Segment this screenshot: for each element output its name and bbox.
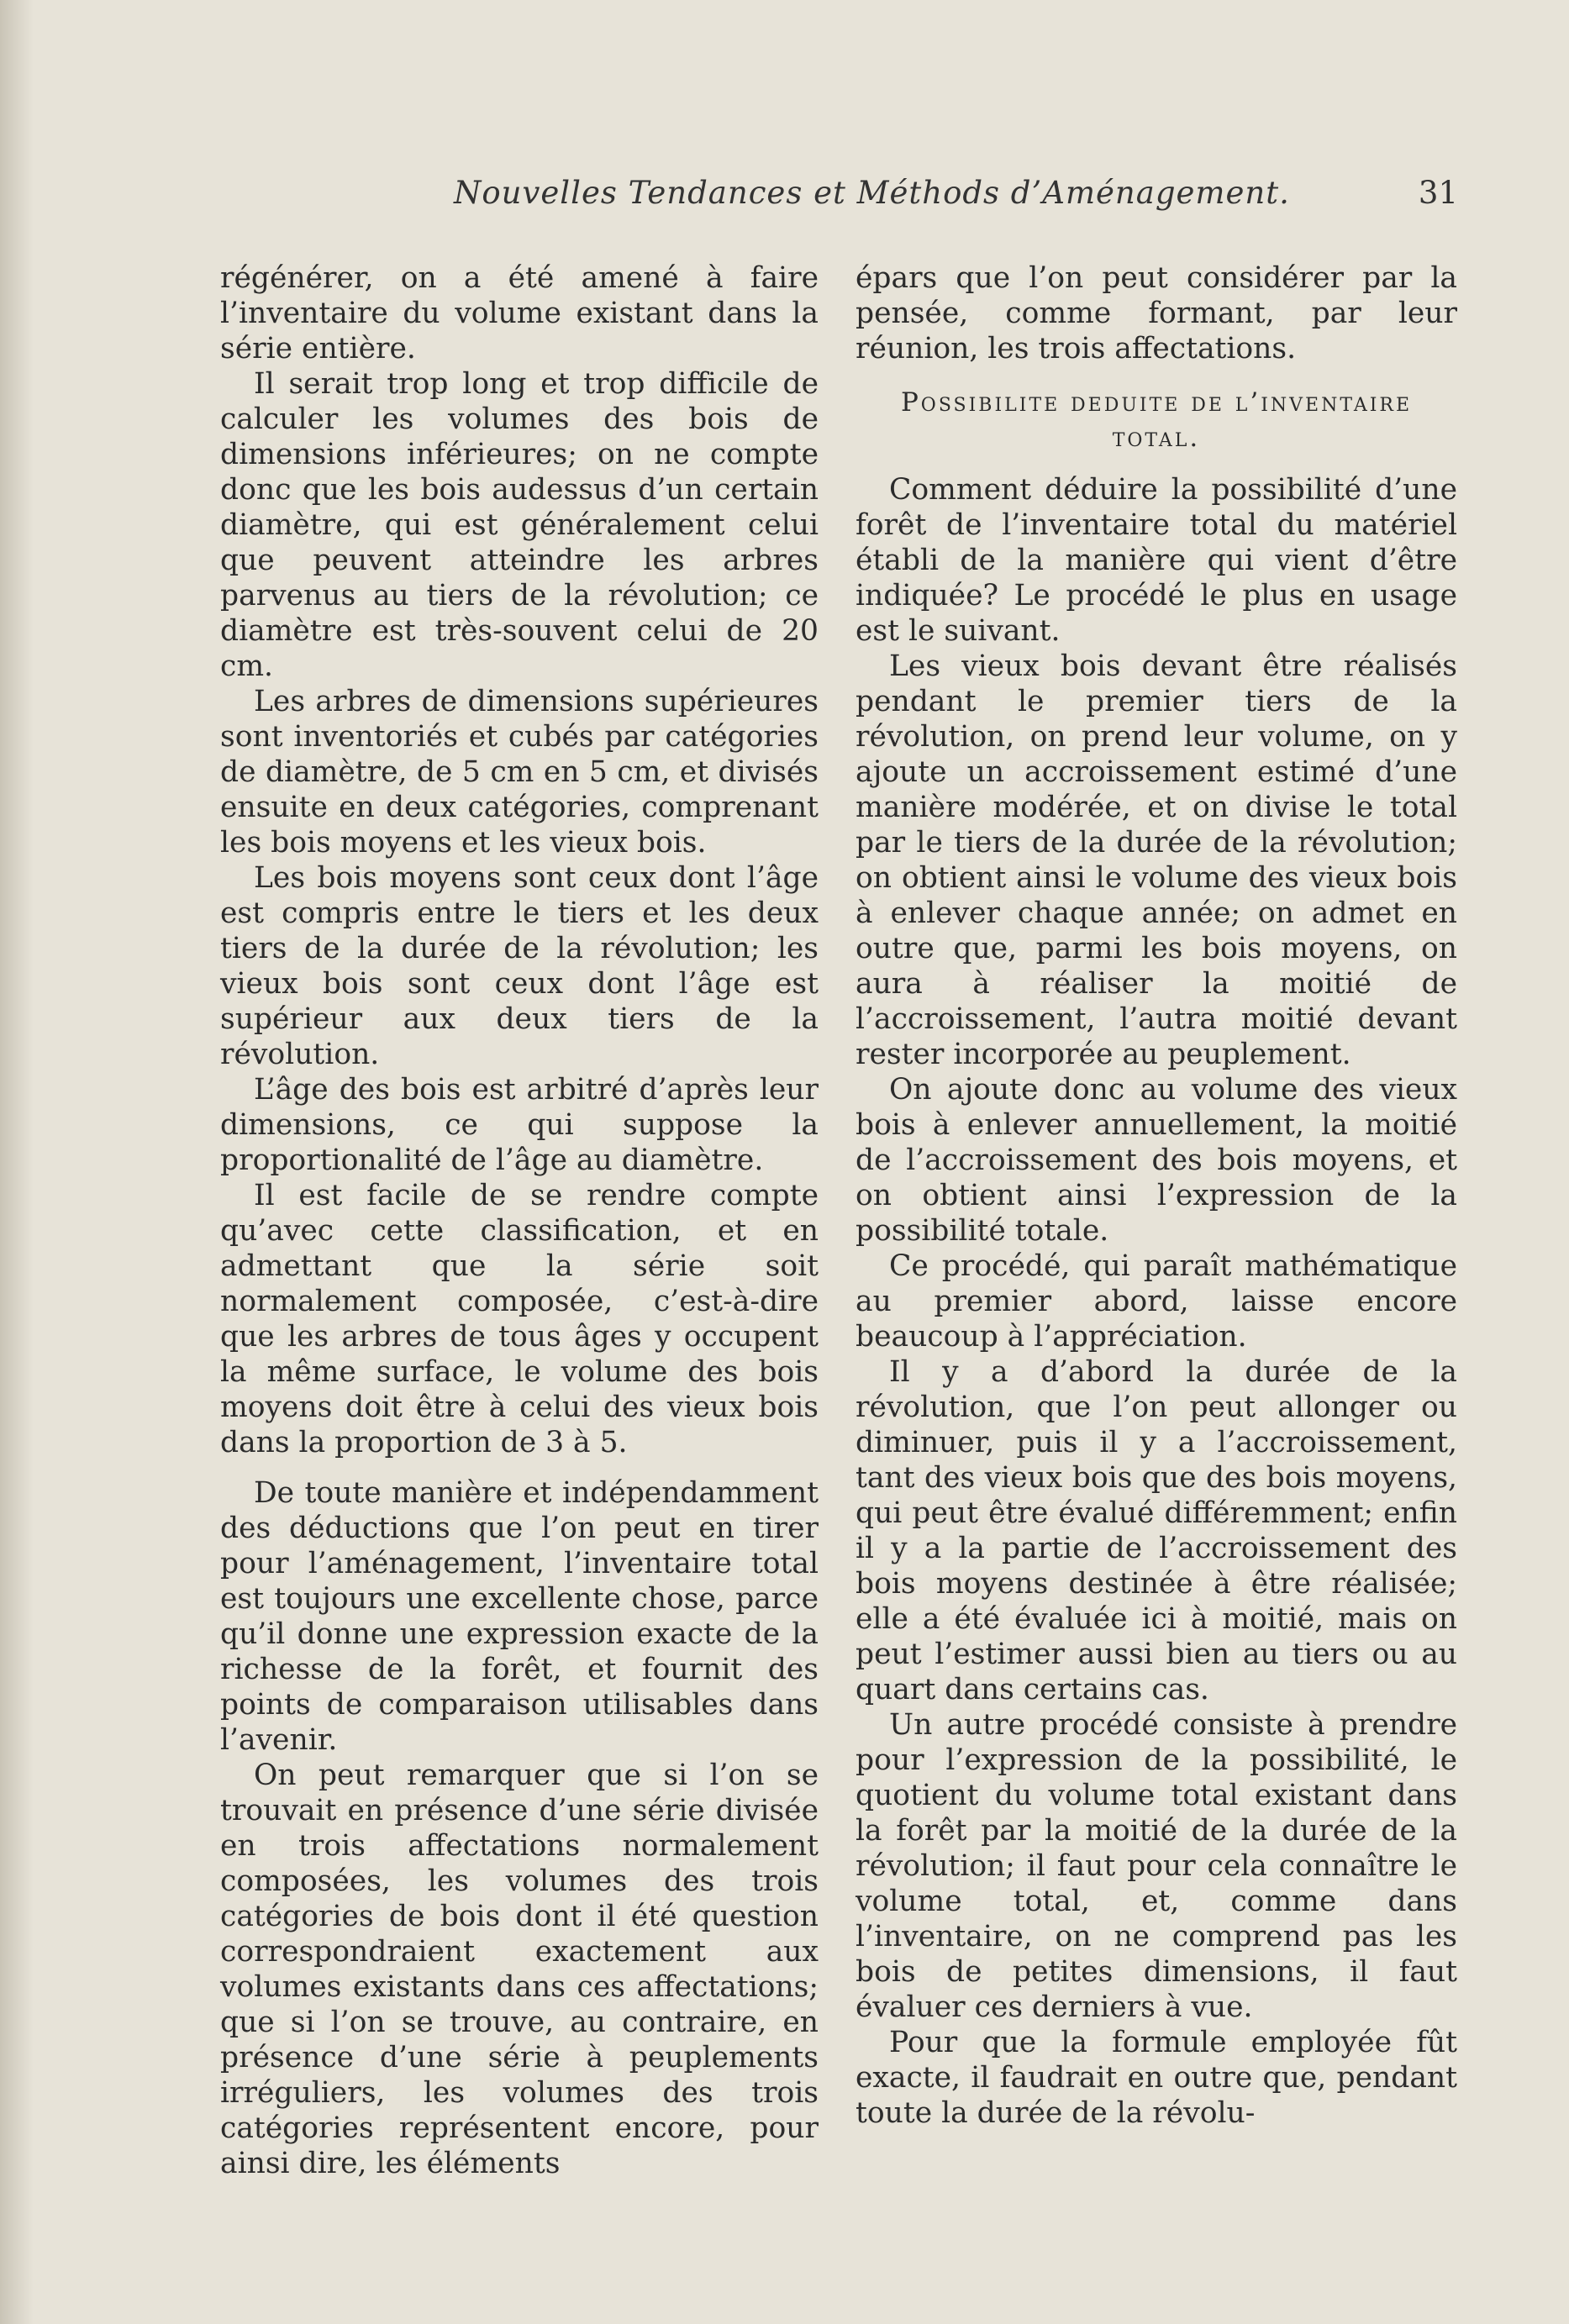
paragraph: Il est facile de se rendre compte qu’avec cette classification, et en admettant que la série soit normalement composée, c’est-à-dire que les arbres de tous âges y occupent la même surface, le volume des bois moyens doit être à celui des vieux bois dans la proportion de 3 à 5. (220, 1179, 819, 1459)
paragraph: Il serait trop long et trop difficile de calculer les volumes des bois de dimensions inférieures; on ne compte donc que les bois audessus d’un certain diamètre, qui est généralement celui que peuvent atteindre les arbres parvenus au tiers de la révolution; ce diamètre est très-souvent celui de 20 cm. (220, 367, 819, 683)
section-heading: Possibilite deduite de l’inventaire total. (900, 387, 1413, 453)
paragraph: Ce procédé, qui paraît mathématique au premier abord, laisse encore beaucoup à l’appréciation. (856, 1249, 1457, 1354)
paragraph: Pour que la formule employée fût exacte, il faudrait en outre que, pendant toute la durée de la révolu- (856, 2026, 1457, 2130)
right-column (856, 260, 1457, 2131)
page-header (454, 175, 1458, 225)
paragraph: Les vieux bois devant être réalisés pendant le premier tiers de la révolution, on prend leur volume, on y ajoute un accroissement estimé d’une manière modérée, et on divise le total par le tiers de la durée de la révolution; on obtient ainsi le volume des vieux bois à enlever chaque année; on admet en outre que, parmi les bois moyens, on aura à réaliser la moitié de l’accroissement, l’autra moitié devant rester incorporée au peuplement. (856, 649, 1457, 1071)
paragraph: Comment déduire la possibilité d’une forêt de l’inventaire total du matériel établi de la manière qui vient d’être indiquée? Le procédé le plus en usage est le suivant. (856, 473, 1457, 648)
paragraph: épars que l’on peut considérer par la pensée, comme formant, par leur réunion, les trois affectations. (856, 261, 1457, 365)
paragraph: Les bois moyens sont ceux dont l’âge est compris entre le tiers et les deux tiers de la durée de la révolution; les vieux bois sont ceux dont l’âge est supérieur aux deux tiers de la révolution. (220, 861, 819, 1071)
paragraph: régénérer, on a été amené à faire l’inventaire du volume existant dans la série entière. (220, 261, 819, 365)
paragraph: Il y a d’abord la durée de la révolution, que l’on peut allonger ou diminuer, puis il y a l’accroissement, tant des vieux bois que des bois moyens, qui peut être évalué différemment; enfin il y a la partie de l’accroissement des bois moyens destinée à être réalisée; elle a été évaluée ici à moitié, mais on peut l’estimer aussi bien au tiers ou au quart dans certains cas. (856, 1355, 1457, 1706)
left-column (220, 260, 819, 2181)
paragraph: On ajoute donc au volume des vieux bois à enlever annuellement, la moitié de l’accroissement des bois moyens, et on obtient ainsi l’expression de la possibilité totale. (856, 1073, 1457, 1248)
paragraph: L’âge des bois est arbitré d’après leur dimensions, ce qui suppose la proportionalité de l’âge au diamètre. (220, 1073, 819, 1177)
paragraph: De toute manière et indépendamment des déductions que l’on peut en tirer pour l’aménagement, l’inventaire total est toujours une excellente chose, parce qu’il donne une expression exacte de la richesse de la forêt, et fournit des points de comparaison utilisables dans l’avenir. (220, 1476, 819, 1757)
page-binding-edge (0, 0, 34, 2324)
paragraph: Un autre procédé consiste à prendre pour l’expression de la possibilité, le quotient du volume total existant dans la forêt par la moitié de la durée de la révolution; il faut pour cela connaître le volume total, et, comme dans l’inventaire, on ne comprend pas les bois de petites dimensions, il faut évaluer ces derniers à vue. (856, 1708, 1457, 2024)
paragraph: On peut remarquer que si l’on se trouvait en présence d’une série divisée en trois affectations normalement composées, les volumes des trois catégories de bois dont il été question correspondraient exactement aux volumes existants dans ces affectations; que si l’on se trouve, au contraire, en présence d’une série à peuplements irréguliers, les volumes des trois catégories représentent encore, pour ainsi dire, les éléments (220, 1759, 819, 2180)
running-title: Nouvelles Tendances et Méthods d’Aménagement. (454, 175, 1290, 211)
paragraph: Les arbres de dimensions supérieures sont inventoriés et cubés par catégories de diamètre, de 5 cm en 5 cm, et divisés ensuite en deux catégories, comprenant les bois moyens et les vieux bois. (220, 685, 819, 860)
page-number: 31 (1418, 175, 1458, 211)
